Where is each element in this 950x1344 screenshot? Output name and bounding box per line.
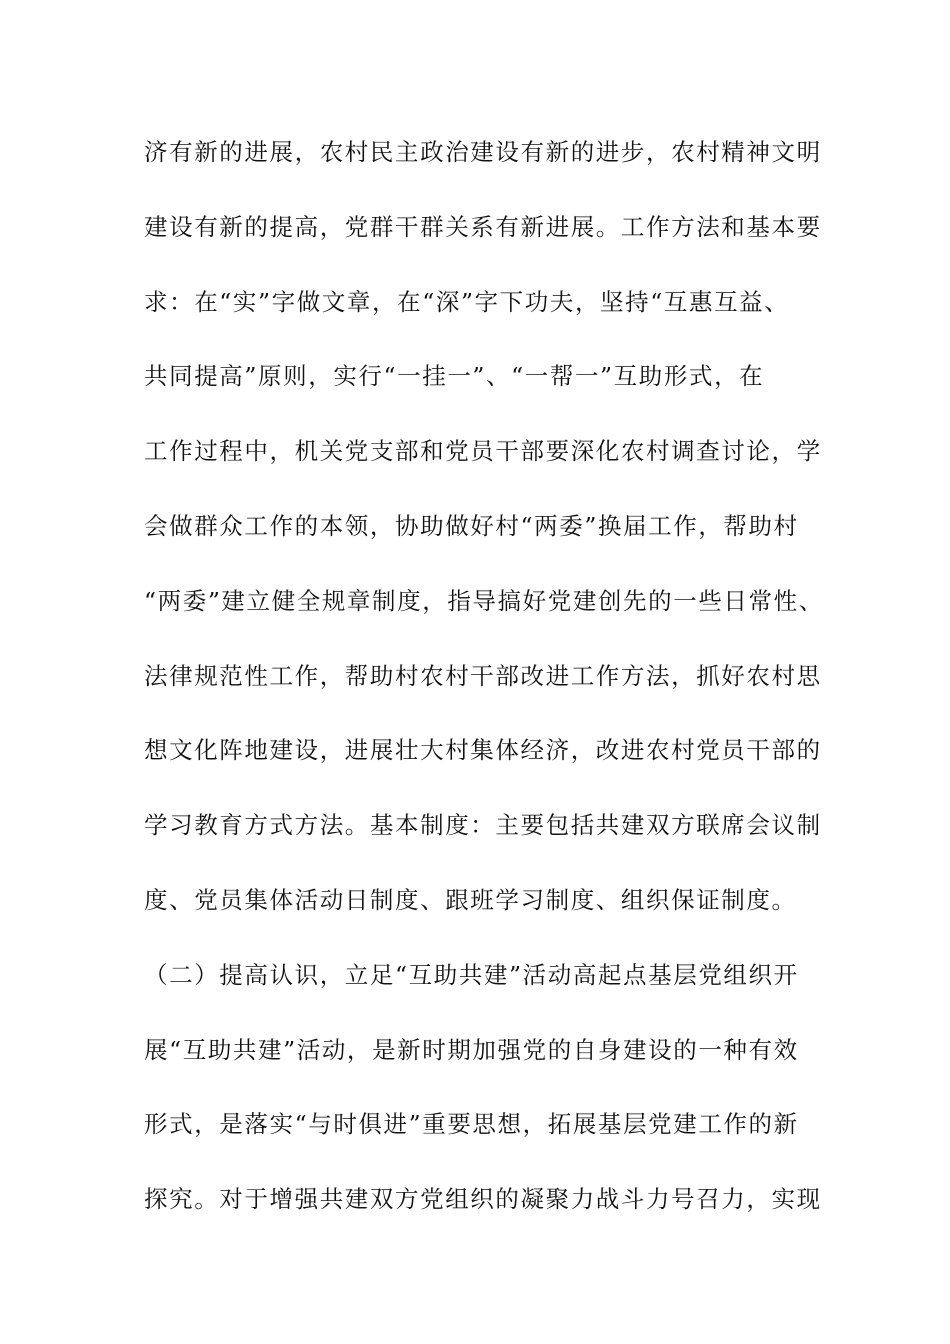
text-line: 工作过程中，机关党支部和党员干部要深化农村调查讨论，学 (144, 437, 822, 466)
text-line: 济有新的进展，农村民主政治建设有新的进步，农村精神文明 (144, 138, 822, 166)
text-line: 会做群众工作的本领，协助做好村“两委”换届工作，帮助村 (144, 511, 799, 540)
text-line: 形式，是落实“与时俱进”重要思想，拓展基层党建工作的新 (144, 1110, 799, 1139)
text-line: 法律规范性工作，帮助村农村干部改进工作方法，抓好农村思 (144, 661, 822, 690)
text-line: 探究。对于增强共建双方党组织的凝聚力战斗力号召力，实现 (144, 1185, 822, 1214)
body-text (144, 129, 834, 1251)
text-line: 想文化阵地建设，进展壮大村集体经济，改进农村党员干部的 (144, 736, 822, 765)
text-line: 共同提高”原则，实行“一挂一”、“一帮一”互助形式，在 (144, 362, 765, 391)
text-line: 求：在“实”字做文章，在“深”字下功夫，坚持“互惠互益、 (144, 287, 790, 316)
text-line: 学习教育方式方法。基本制度：主要包括共建双方联席会议制 (144, 811, 822, 840)
section-heading-line: （二）提高认识，立足“互助共建”活动高起点基层党组织开 (144, 960, 799, 989)
text-line: “两委”建立健全规章制度，指导搞好党建创先的一些日常性、 (144, 586, 824, 615)
text-line: 度、党员集体活动日制度、跟班学习制度、组织保证制度。 (144, 885, 797, 914)
text-line: 展“互助共建”活动，是新时期加强党的自身建设的一种有效 (144, 1035, 799, 1064)
text-line: 建设有新的提高，党群干群关系有新进展。工作方法和基本要 (144, 212, 822, 241)
